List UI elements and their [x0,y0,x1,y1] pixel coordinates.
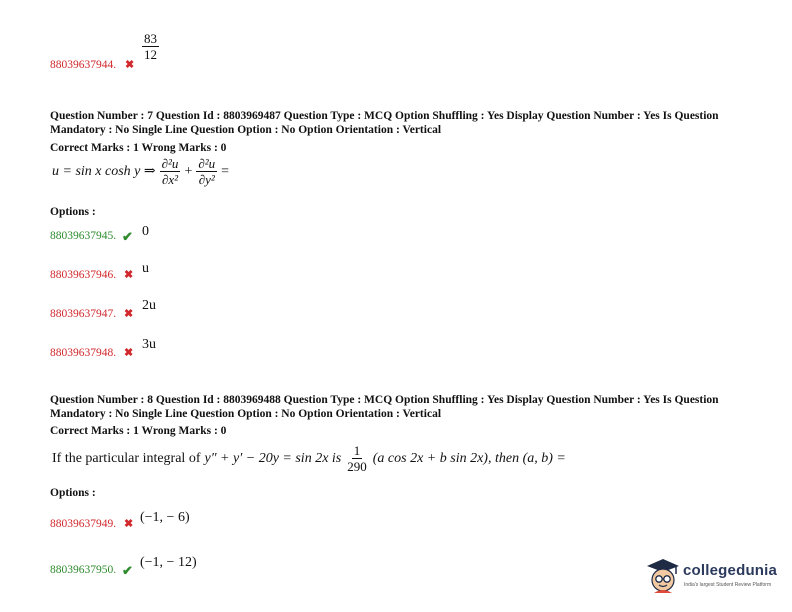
option-row [50,224,350,246]
option-id: 88039637949. [50,518,117,530]
cross-icon: ✖ [124,308,134,320]
question-header-line: Question Number : 7 Question Id : 8803969487 Question Type : MCQ Option Shuffling : Yes Display Question Number : Yes Is Question [50,110,719,122]
fraction: $\frac{1}{290}$ [347,443,367,474]
option-id: 88039637945. [50,230,117,242]
option-value: (−1, − 6) [140,510,190,525]
option-id: 88039637947. [50,308,117,320]
option-value: 2u [142,298,156,313]
question-8-header [50,393,770,438]
option-row [50,298,350,324]
cross-icon: ✖ [124,518,134,530]
equals-sign: = [221,163,230,179]
question-intro: If the particular integral of [52,450,201,466]
option-row [50,511,350,533]
fraction: $\frac{\text{∂²u}}{\text{∂x²}}$ [161,156,179,187]
question-header-line: Mandatory : No Single Line Question Option : No Option Orientation : Vertical [50,408,442,420]
option-value: u [142,261,149,276]
question-tail: (a cos 2x + b sin 2x), then (a, b) = [372,450,566,466]
logo-name: collegedunia [683,562,778,579]
logo-tagline: India's largest Student Review Platform [684,582,772,588]
question-header-line: Question Number : 8 Question Id : 8803969488 Question Type : MCQ Option Shuffling : Yes Display Question Number : Yes Is Question [50,394,719,406]
options-label: Options : [50,487,96,499]
question-header-line: Mandatory : No Single Line Question Option : No Option Orientation : Vertical [50,124,442,136]
option-row [50,337,350,363]
option-value: 3u [142,337,156,352]
cross-icon: ✖ [124,347,134,359]
option-row [50,263,350,285]
graduate-mascot-icon [645,557,681,595]
collegedunia-logo [645,555,785,600]
option-value-fraction: $\frac{83}{12}$ [144,31,157,62]
question-8-text [52,444,566,473]
fraction: $\frac{\text{∂²u}}{\text{∂y²}}$ [198,156,216,187]
check-icon: ✔ [122,563,133,578]
question-marks: Correct Marks : 1 Wrong Marks : 0 [50,425,227,437]
plus-sign: + [184,163,193,179]
option-id: 88039637948. [50,347,117,359]
option-id: 88039637944. [50,59,117,71]
question-7-text [52,157,229,186]
option-row [50,28,350,78]
check-icon: ✔ [122,229,133,244]
option-value: 0 [142,224,149,239]
question-lhs: u = sin x cosh y ⇒ [52,164,156,179]
question-marks: Correct Marks : 1 Wrong Marks : 0 [50,142,227,154]
cross-icon: ✖ [124,269,134,281]
options-label: Options : [50,206,96,218]
question-7-header [50,109,770,155]
cross-icon: ✖ [125,59,135,71]
option-id: 88039637950. [50,564,117,576]
option-row [50,556,350,578]
option-value: (−1, − 12) [140,555,197,570]
question-equation: y″ + y′ − 20y = sin 2x is [204,450,342,466]
option-id: 88039637946. [50,269,117,281]
